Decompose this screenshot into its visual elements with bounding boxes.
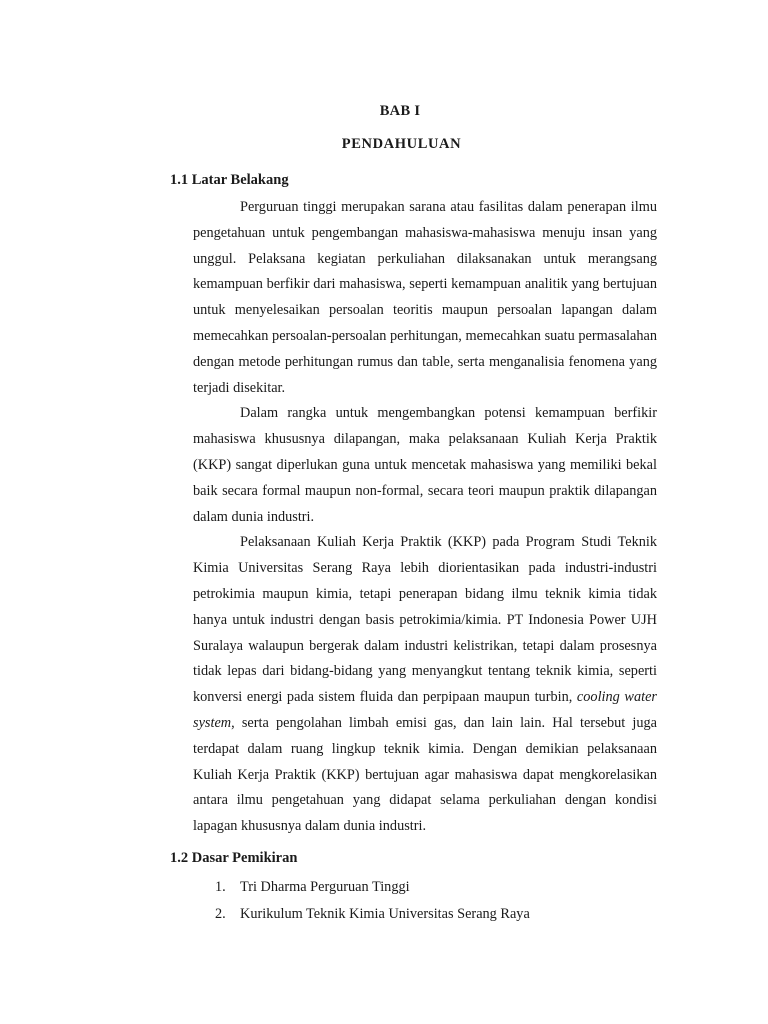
chapter-title: PENDAHULUAN bbox=[341, 136, 462, 152]
list-item-number: 2. bbox=[215, 905, 226, 922]
section-heading-dasar-pemikiran: 1.2 Dasar Pemikiran bbox=[170, 850, 298, 866]
paragraph-3-italic-term: cooling water system bbox=[193, 689, 657, 731]
paragraph-1: Perguruan tinggi merupakan sarana atau fasilitas dalam penerapan ilmu pengetahuan untuk pengembangan mahasiswa-mahasiswa menuju insan yang unggul. Pelaksana kegiatan perkuliahan dilaksanakan untuk merangsang kemampuan berfikir dari mahasiswa, seperti kemampuan analitik yang bertujuan untuk menyelesaikan persoalan teoritis maupun persoalan lapangan dalam memecahkan persoalan-persoalan perhitungan, memecahkan suatu permasalahan dengan metode perhitungan rumus dan table, serta menganalisia fenomena yang terjadi disekitar. bbox=[193, 199, 657, 396]
list-item bbox=[215, 874, 530, 901]
paragraph-3-text-b: , serta pengolahan limbah emisi gas, dan lain lain. Hal tersebut juga terdapat dalam ruang lingkup teknik kimia. Dengan demikian pelaksanaan Kuliah Kerja Praktik (KKP) bertujuan agar mahasiswa dapat mengkorelasikan antara ilmu pengetahuan yang didapat selama perkuliahan dengan kondisi lapagan khususnya dalam dunia industri. bbox=[193, 714, 657, 835]
section-body-latar-belakang bbox=[193, 195, 657, 840]
paragraph-3-text-a: Pelaksanaan Kuliah Kerja Praktik (KKP) pada Program Studi Teknik Kimia Universitas Serang Raya lebih diorientasikan pada industri-industri petrokimia maupun kimia, tetapi penerapan bidang ilmu teknik kimia tidak hanya untuk industri dengan basis petrokimia/kimia. PT Indonesia Power UJH Suralaya walaupun bergerak dalam industri kelistrikan, tetapi dalam prosesnya tidak lepas dari bidang-bidang yang menyangkut tentang teknik kimia, seperti konversi energi pada sistem fluida dan perpipaan maupun turbin, bbox=[193, 534, 657, 706]
chapter-number: BAB I bbox=[379, 103, 421, 119]
list-item bbox=[215, 901, 530, 928]
paragraph-3 bbox=[193, 530, 657, 840]
list-item-number: 1. bbox=[215, 879, 226, 895]
list-item-text: Tri Dharma Perguruan Tinggi bbox=[240, 879, 410, 895]
list-item-text: Kurikulum Teknik Kimia Universitas Serang Raya bbox=[240, 905, 530, 922]
section-heading-latar-belakang: 1.1 Latar Belakang bbox=[170, 172, 289, 188]
dasar-pemikiran-list bbox=[215, 874, 530, 927]
paragraph-2: Dalam rangka untuk mengembangkan potensi kemampuan berfikir mahasiswa khususnya dilapangan, maka pelaksanaan Kuliah Kerja Praktik (KKP) sangat diperlukan guna untuk mencetak mahasiswa yang memiliki bekal baik secara formal maupun non-formal, secara teori maupun praktik dilapangan dalam dunia industri. bbox=[193, 405, 657, 525]
